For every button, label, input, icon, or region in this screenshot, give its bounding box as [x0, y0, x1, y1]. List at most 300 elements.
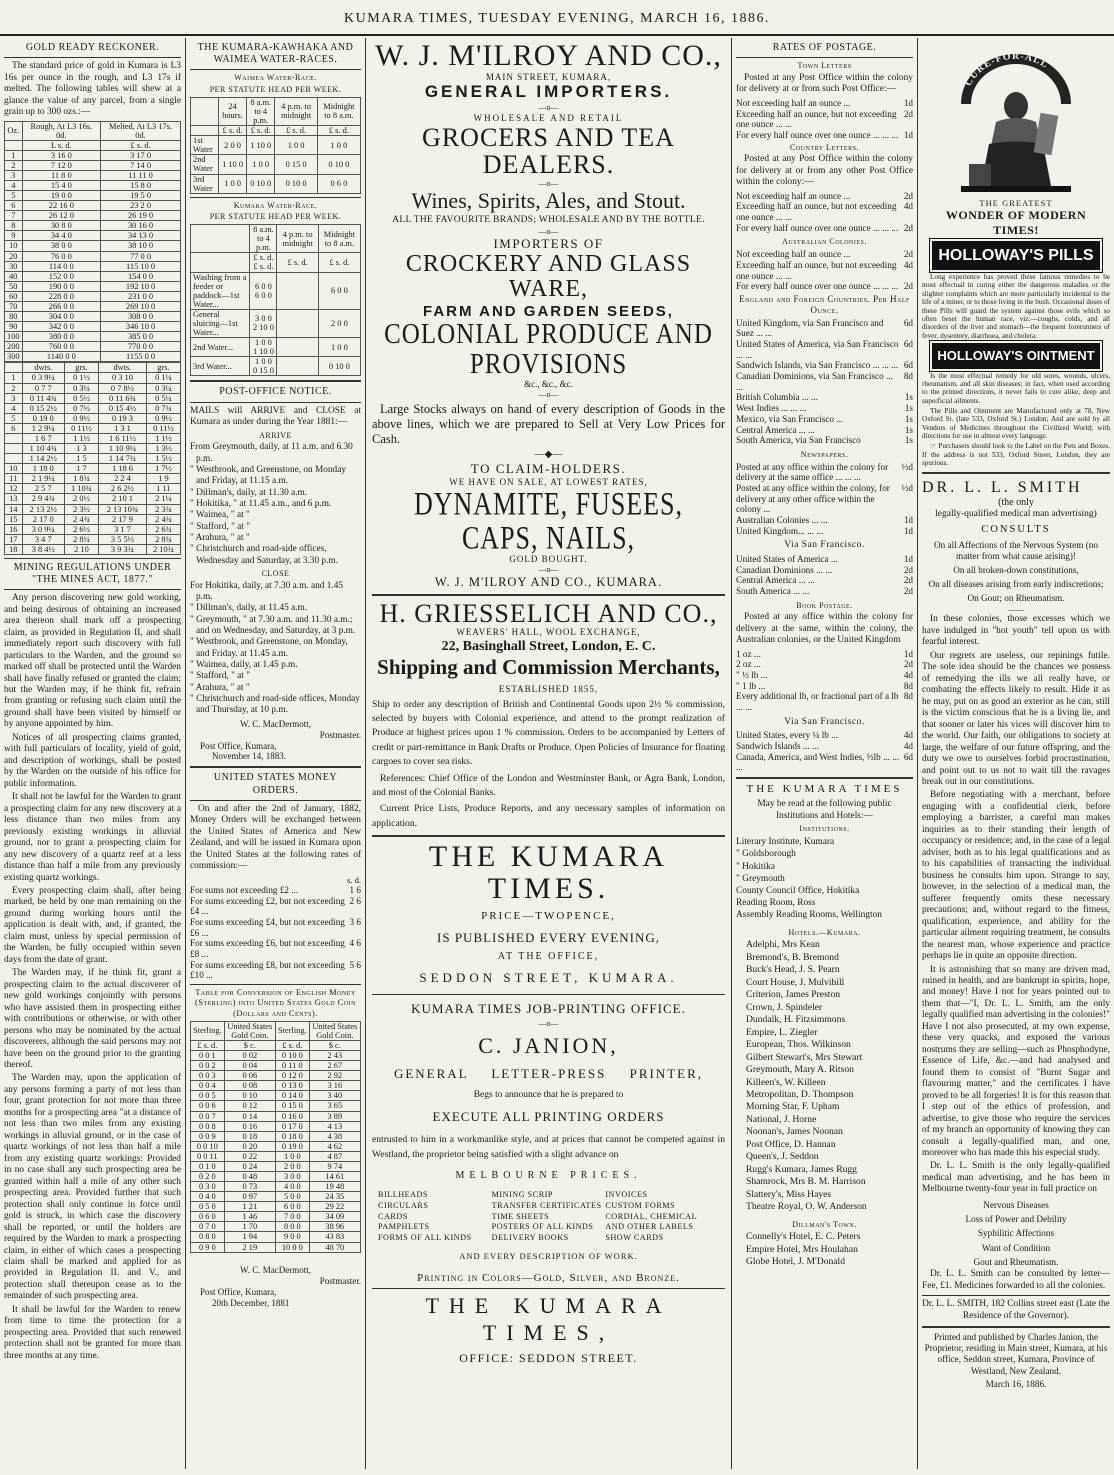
dwt-cell: 2	[5, 383, 23, 393]
gold-cell: 300	[5, 352, 23, 362]
mining-paragraph: Every prospecting claim shall, after being marked, be held by one man remaining on the ground during working hours until the application is dealt with, and, if granted, the claim must, unless by special permission of the Warden, be fully occupied within seven days from the date of grant.	[4, 885, 181, 965]
kumara-header: 4 p.m. to midnight	[277, 225, 318, 253]
mining-paragraph: It shall be lawful for the Warden to renew from time to time the protection for a prospecting area. Provided that such renewed protection shall not be granted for more than three months at any time.	[4, 1304, 181, 1361]
milroy-importers-of: IMPORTERS OF	[493, 236, 604, 252]
milroy-etc: &c., &c., &c.	[524, 379, 573, 390]
dwt-header: dwts.	[99, 363, 147, 373]
news-rate-label: Posted at any office within the colony, for delivery at any other office within the colony ...	[736, 482, 890, 515]
dwt-cell: 2 5 7	[22, 484, 64, 494]
book-rate	[736, 681, 913, 692]
hotel-item: Metropolitan, D. Thompson	[746, 1089, 854, 1101]
gold-reckoner-title: GOLD READY RECKONER.	[25, 42, 160, 53]
conv-cell: 4 0 0	[276, 1182, 310, 1192]
gold-header: Melted, At L3 17s. 0d.	[101, 121, 181, 140]
institution-item: " Hokitika	[736, 861, 775, 872]
dwt-cell: 1 18 6	[99, 464, 147, 474]
vsf-rate-price: 2d	[903, 564, 913, 575]
janion-trade: GENERAL LETTER-PRESS PRINTER,	[393, 1065, 704, 1081]
conv-cell: 0 14	[224, 1111, 275, 1121]
waimea-table	[190, 97, 361, 194]
post-signed: W. C. MacDermott,	[240, 718, 311, 729]
money-rate	[190, 896, 361, 917]
table-row	[5, 484, 181, 494]
news-rate	[736, 462, 913, 483]
gold-cell: 30 8 0	[22, 221, 101, 231]
conv-unit-row	[191, 1040, 361, 1050]
gold-cell: 1140 0 0	[22, 352, 101, 362]
postage-rates-title: RATES OF POSTAGE.	[772, 42, 877, 53]
dwt-cell: 2 4¾	[146, 514, 180, 524]
table-row	[191, 1101, 361, 1111]
janion-item: MINING SCRIP	[491, 1190, 553, 1200]
money-rate-price: 1 6	[349, 885, 361, 895]
kumara-cell: 1 0 0	[318, 338, 360, 357]
gold-cell: 6	[5, 201, 23, 211]
gold-cell: 7 12 0	[22, 160, 101, 170]
janion-item: DELIVERY BOOKS	[491, 1232, 569, 1242]
smith-practice-list	[922, 1198, 1110, 1269]
vsf-rate-label: Canadian Dominions ... ...	[736, 564, 833, 575]
waimea-cell: 3rd Water	[191, 174, 219, 193]
arrive-item: " Stafford, " at "	[190, 521, 251, 532]
janion-item: TRANSFER CERTIFICATES	[491, 1200, 602, 1210]
griesselich-hall: WEAVERS' HALL, WOOL EXCHANGE,	[456, 627, 641, 638]
aus-rate-price: 2d	[903, 249, 913, 260]
table-row	[5, 332, 181, 342]
waimea-header	[191, 97, 219, 125]
hotel-item: National, J. Horne	[746, 1113, 817, 1125]
conv-header: United States Gold Coin.	[224, 1021, 275, 1040]
country-letters-rates	[736, 191, 913, 234]
dwt-cell: 2 6 2½	[99, 484, 147, 494]
conv-cell: 0 0 7	[191, 1111, 225, 1121]
conv-cell: 1 94	[224, 1232, 275, 1242]
close-item: " Greymouth, " at 7.30 a.m. and 11.30 a.m.; and on Wednesday, and Saturday, at 3 p.m.	[190, 614, 356, 636]
gold-cell: 15 4 0	[22, 181, 101, 191]
money-rate-price: 5 6	[349, 959, 361, 970]
town-rate-label: Exceeding half an ounce, but not exceeding one ounce ... ...	[736, 108, 897, 130]
conv-cell: 0 6 0	[191, 1212, 225, 1222]
table-row	[5, 352, 181, 362]
via-sf2-title: Via San Francisco.	[784, 716, 865, 727]
kumara-times-name: THE KUMARA TIMES.	[428, 840, 669, 905]
country-letters-title: Country Letters.	[790, 142, 859, 152]
kumara-cell	[277, 272, 318, 309]
hotel-item: Gilbert Stewart's, Mrs Stewart	[746, 1051, 863, 1063]
kumara-race-title: Kumara Water-Race.	[233, 200, 318, 210]
dwt-cell: 0 11 6¾	[99, 393, 147, 403]
hotel-item: Crown, J. Spindeler	[746, 1001, 823, 1013]
close-list	[190, 581, 361, 717]
gold-unit-row	[5, 140, 181, 150]
gold-cell: 1155 0 0	[101, 352, 181, 362]
institution-item: County Council Office, Hokitika	[736, 885, 860, 896]
table-row	[5, 191, 181, 201]
dwt-cell: 1 14 2½	[22, 454, 64, 464]
table-row	[5, 454, 181, 464]
news-rate-label: United Kingdom... ... ...	[736, 525, 824, 536]
kumara-header: Midnight to 8 a.m.	[318, 225, 360, 253]
arrive-item: " Hokitika, " at 11.45 a.m., and 6 p.m.	[190, 498, 332, 509]
table-row	[191, 1182, 361, 1192]
smith-consults: CONSULTS	[981, 523, 1051, 535]
milroy-stocks: Large Stocks always on hand of every description of Goods in the above lines, which we are prepared to Sell at Very Low Prices for Cash.	[372, 402, 725, 447]
kumara-race-sub: PER STATUTE HEAD PER WEEK.	[209, 212, 342, 222]
column-2	[186, 38, 366, 1469]
country-rate-price: 4d	[903, 201, 913, 212]
country-rate-price: 2d	[903, 222, 913, 233]
via-sf2-rates	[736, 730, 913, 773]
conv-cell: 0 0 5	[191, 1091, 225, 1101]
pills-body: Long experience has proved these famous remedies to be most effectual in curing either the dangerous maladies or the slighter complaints which are more particularly incidental to the life of a miner, or to those living in the bush. Occasional doses of these Pills will guard the system against those evils which so often beset the human race, viz:—coughs, colds, and all disorders of the liver and stomach—the frequent forerunners of fever, dysentery, diarrhoea, and cholera.	[922, 273, 1110, 340]
table-row	[191, 1121, 361, 1131]
close-item: " Arahura, " at "	[190, 682, 250, 693]
dwt-cell: 0 3 9¼	[22, 373, 64, 383]
conv-cell: 10 0 0	[276, 1242, 310, 1252]
news-rate-label: Australian Colonies ... ...	[736, 514, 828, 525]
gold-cell: 770 0 0	[101, 342, 181, 352]
dwt-cell: 0 7 8½	[99, 383, 147, 393]
smith-paragraph: In these colonies, those excesses which we have indulged in "hot youth" tell upon us with fearful interest.	[922, 614, 1110, 648]
kumara-cell	[277, 309, 318, 337]
kumara-times-price: PRICE—TWOPENCE,	[481, 910, 616, 923]
waimea-cell: 0 10 0	[247, 174, 275, 193]
table-row	[5, 160, 181, 170]
vsf-rate-price: 1d	[903, 553, 913, 564]
conv-cell: 0 97	[224, 1192, 275, 1202]
conv-cell: 29 22	[309, 1202, 360, 1212]
conv-cell: 7 0 0	[276, 1212, 310, 1222]
janion-item: CIRCULARS	[378, 1200, 429, 1210]
conv-cell: 3 40	[309, 1091, 360, 1101]
news-rate-price: ½d	[901, 461, 913, 472]
eng-rate	[736, 392, 913, 403]
dwt-cell: 3 8 4½	[22, 544, 64, 554]
column-4	[732, 38, 918, 1469]
conv-cell: 2 43	[309, 1051, 360, 1061]
money-rate-label: For sums exceeding £6, but not exceeding £8 ...	[190, 938, 345, 960]
conv-cell: 0 7 0	[191, 1222, 225, 1232]
eng-rate-price: 1s	[904, 413, 913, 424]
gold-cell: 26 12 0	[22, 211, 101, 221]
table-row	[191, 1051, 361, 1061]
dwt-cell: 1 11	[146, 484, 180, 494]
conv-cell: 0 0 10	[191, 1141, 225, 1151]
hotel-item: Slattery's, Miss Hayes	[746, 1188, 832, 1200]
eng-rate-price: 6d	[903, 360, 913, 371]
conv-cell: 0 10 0	[276, 1051, 310, 1061]
claim-gold: GOLD BOUGHT.	[509, 553, 588, 564]
dwt-cell: 0 11½	[146, 423, 180, 433]
vsf2-rate	[736, 730, 913, 741]
vsf-rate-price: 2d	[903, 585, 913, 596]
conv-cell: 2 92	[309, 1071, 360, 1081]
conv-header: Sterling.	[276, 1021, 310, 1040]
dwt-cell: 1 7	[64, 464, 98, 474]
table-row	[5, 423, 181, 433]
via-sf-rates	[736, 554, 913, 597]
table-row	[191, 357, 361, 376]
claim-sale: WE HAVE ON SALE, AT LOWEST RATES,	[449, 477, 648, 488]
table-row	[5, 251, 181, 261]
mining-paragraph: The Warden may, upon the application of any persons forming a party of not less than four, grant protection for not more than three months for a prospecting area "at a distance of not less than two miles from any existing workings in alluvial ground, or in the case of quartz workings of not less than half a mile from any existing quartz workings: Provided in no case shall any such prospecting area be granted within half a mile of any other such prospecting area. Provided further that such protection shall only continue in force until gold is struck, in which case the discovery shall be reported, or until the holders are required by the Warden to mark a prospecting claim, in either of which cases a prospecting claim shall be marked and applied for as provided in Regulation II. and V., and protection shall thereupon cease as to the remainder of such prospecting area.	[4, 1073, 181, 1302]
dwt-cell	[5, 433, 23, 443]
gold-cell: 228 0 0	[22, 291, 101, 301]
money-rate-label: For sums exceeding £2, but not exceeding £4 ...	[190, 895, 345, 917]
dwt-cell: 1 6 7	[22, 433, 64, 443]
dwt-cell	[5, 454, 23, 464]
janion-execute: EXECUTE ALL PRINTING ORDERS	[432, 1109, 665, 1125]
book-postage-intro: Posted at any office within the colony for delivery at the same, within the colony, the Australian colonies, or the United Kingdom	[736, 612, 913, 646]
conv-cell: 4 13	[309, 1121, 360, 1131]
smith-legal: legally-qualified medical man advertising)	[935, 509, 1097, 520]
griesselich-street: 22, Basinghall Street, London, E. C.	[441, 639, 656, 655]
kumara-cell: 1 0 0 1 10 0	[250, 338, 277, 357]
hotel-item: Buck's Head, J. S. Pearn	[746, 964, 840, 976]
close-item: " Westbrook, and Greenstone, on Monday, and Friday. at 11.45 a.m.	[190, 637, 348, 659]
conv-cell: 0 0 8	[191, 1121, 225, 1131]
conv-cell: 0 0 4	[191, 1081, 225, 1091]
arrive-item: " Westbrook, and Greenstone, on Monday and Friday, at 11.15 a.m.	[190, 464, 346, 487]
conv-cell: 14 61	[309, 1171, 360, 1181]
eng-rate-label: Canadian Dominions, via San Francisco ... ...	[736, 371, 893, 392]
news-rate	[736, 526, 913, 537]
eng-rate-price: 6d	[903, 339, 913, 350]
janion-name: C. JANION,	[478, 1033, 619, 1059]
dwt-cell: 15	[5, 514, 23, 524]
conv-cell: 0 0 2	[191, 1061, 225, 1071]
gold-header: Oz.	[5, 121, 23, 140]
dwt-cell: 4	[5, 403, 23, 413]
dwt-cell: 1 9	[146, 474, 180, 484]
institution-item: Literary Institute, Kumara	[736, 837, 835, 848]
table-row	[191, 1131, 361, 1141]
table-row	[191, 1071, 361, 1081]
griesselich-name: H. GRIESSELICH AND CO.,	[379, 598, 718, 628]
dwt-cell: 1 5½	[146, 454, 180, 464]
dwt-cell: 1 2 9¼	[22, 423, 64, 433]
conv-header: United States Gold Coin.	[309, 1021, 360, 1040]
janion-product-list	[372, 1190, 725, 1243]
conv-cell: 0 15 0	[276, 1101, 310, 1111]
table-row	[5, 444, 181, 454]
waimea-cell: 1 0 0	[317, 136, 360, 155]
eng-rate-label: United States of America, via San Francisco ... ...	[736, 339, 899, 360]
table-row	[191, 1212, 361, 1222]
waimea-header: Midnight to 8 a.m.	[317, 97, 360, 125]
kumara-cell: Washing from a feeder or paddock—1st Water...	[191, 272, 250, 309]
table-row	[5, 342, 181, 352]
eng-rate-price: 6d	[903, 317, 913, 328]
job-printing-title: KUMARA TIMES JOB-PRINTING OFFICE.	[411, 1000, 686, 1016]
money-rate-price: 4 6	[349, 938, 361, 949]
hotel-item: European, Thos. Wilkinson	[746, 1039, 851, 1051]
town-rate-price: 1d	[903, 97, 913, 108]
janion-item: BILLHEADS	[378, 1190, 428, 1200]
vsf-rate-label: South America ... ...	[736, 585, 810, 596]
gold-cell: 1	[5, 150, 23, 160]
table-row	[5, 211, 181, 221]
dwt-cell: 1 3	[64, 444, 98, 454]
gold-cell: 60	[5, 291, 23, 301]
money-rate-label: For sums exceeding £8, but not exceeding £10 ...	[190, 959, 345, 981]
smith-practice-item: Nervous Diseases	[983, 1199, 1049, 1210]
conv-cell: 0 06	[224, 1071, 275, 1081]
dwt-cell: 13	[5, 494, 23, 504]
dwt-cell: 2 6½	[64, 524, 98, 534]
wonder-label: WONDER OF MODERN TIMES!	[945, 208, 1087, 237]
conv-cell: 0 0 9	[191, 1131, 225, 1141]
hotel-item: Greymouth, Mary A. Ritson	[746, 1064, 854, 1076]
hotel-item: Post Office, D. Hannan	[746, 1138, 836, 1150]
conv-cell: 0 13 0	[276, 1081, 310, 1091]
milroy-colonial: COLONIAL PRODUCE AND PROVISIONS	[384, 318, 713, 381]
claim-dynamite: DYNAMITE, FUSEES, CAPS, NAILS,	[413, 486, 684, 557]
dwt-cell: 0 5½	[64, 393, 98, 403]
kumara-unit: £ s. d.	[277, 253, 318, 272]
england-foreign-title: England and Foreign Countries. Per Half Ounce.	[739, 293, 910, 315]
gold-cell: 3 16 0	[22, 150, 101, 160]
smith-practice-item: Loss of Power and Debility	[965, 1214, 1067, 1225]
conv-cell: 19 48	[309, 1182, 360, 1192]
conv-cell: 0 14 0	[276, 1091, 310, 1101]
kt-read-title: THE KUMARA TIMES	[746, 783, 903, 796]
vsf2-rate	[736, 752, 913, 773]
conv-cell: 0 04	[224, 1061, 275, 1071]
hotels-list	[736, 939, 913, 1213]
money-rate	[190, 885, 361, 896]
conv-cell: 0 0 3	[191, 1071, 225, 1081]
table-row	[5, 393, 181, 403]
money-rate-price: 2 6	[349, 895, 361, 906]
hotel-item: Theatre Royal, O. W. Anderson	[746, 1201, 867, 1213]
conv-cell: 34 09	[309, 1212, 360, 1222]
town-rate	[736, 98, 913, 109]
dwt-header: dwts.	[22, 363, 64, 373]
waimea-header: 24 hours.	[219, 97, 247, 125]
conv-cell: 0 12 0	[276, 1071, 310, 1081]
table-row	[191, 272, 361, 309]
money-orders-intro: On and after the 2nd of January, 1882, Money Orders will be exchanged between the United States of America and New Zealand, and will be issued in Kumara upon the United States at the following rates of commission:—	[190, 803, 361, 872]
smith-gout: On Gout; on Rheumatism.	[967, 593, 1065, 604]
conv-cell: 0 17 0	[276, 1121, 310, 1131]
smith-practice-item: Gout and Rheumatism.	[973, 1256, 1059, 1267]
dwt-cell: 2 10	[64, 544, 98, 554]
gold-cell: 385 0 0	[101, 332, 181, 342]
dwt-cell: 12	[5, 484, 23, 494]
money-rate	[190, 917, 361, 938]
table-row	[5, 433, 181, 443]
table-row	[191, 1061, 361, 1071]
town-letters-rates	[736, 98, 913, 141]
conv-cell: 0 8 0	[191, 1232, 225, 1242]
money-commission-list	[190, 885, 361, 981]
table-row	[5, 281, 181, 291]
conv-cell: 5 0 0	[276, 1192, 310, 1202]
table-row	[5, 534, 181, 544]
dwt-cell: 0 3 10	[99, 373, 147, 383]
dwt-cell: 6	[5, 423, 23, 433]
gold-header-row	[5, 121, 181, 140]
waimea-header-row	[191, 97, 361, 125]
gold-cell: 30 16 0	[101, 221, 181, 231]
gold-cell: 80	[5, 312, 23, 322]
money-unit: s. d.	[347, 874, 361, 885]
dwt-cell: 0 19 3	[99, 413, 147, 423]
town-letters-intro: Posted at any Post Office within the colony for delivery at or from such Post Office:—	[736, 72, 913, 95]
dwt-cell: 1 10 4¾	[22, 444, 64, 454]
dillman-title: Dillman's Town.	[792, 1219, 857, 1229]
eng-rate-label: United Kingdom, via San Francisco and Suez ... ...	[736, 317, 884, 339]
vsf-rate	[736, 565, 913, 576]
janion-item: CARDS	[378, 1211, 408, 1221]
dwt-header: grs.	[64, 363, 98, 373]
eng-rate	[736, 360, 913, 371]
gold-cell: 19 5 0	[101, 191, 181, 201]
dwt-header: grs.	[146, 363, 180, 373]
eng-rate-label: Sandwich Islands, via San Francisco ... ... ...	[736, 360, 899, 371]
kumara-header: 8 a.m. to 4 p.m.	[250, 225, 277, 253]
conv-cell: 1 70	[224, 1222, 275, 1232]
gold-cell: 152 0 0	[22, 271, 101, 281]
dwt-cell: 1 3½	[146, 444, 180, 454]
waimea-title: Waimea Water-Race.	[234, 73, 317, 83]
country-rate-price: 2d	[903, 190, 913, 201]
arrive-item: " Christchurch and road-side offices, Wednesday and Saturday, at 3.30 p.m.	[190, 544, 338, 566]
milroy-wholesale: WHOLESALE AND RETAIL	[473, 112, 624, 123]
table-row	[5, 524, 181, 534]
dwt-cell: 2 8¼	[64, 534, 98, 544]
table-row	[5, 504, 181, 514]
conversion-table	[190, 1021, 361, 1253]
conv-cell: 0 11 0	[276, 1061, 310, 1071]
post-date: November 14, 1883.	[212, 751, 286, 762]
waimea-sub: PER STATUTE HEAD PER WEEK.	[209, 85, 342, 95]
gold-unit	[5, 140, 23, 150]
conv-cell: 0 18	[224, 1131, 275, 1141]
news-rate-price: 1d	[903, 525, 913, 536]
conv-cell: 0 3 0	[191, 1182, 225, 1192]
gold-cell: 342 0 0	[22, 322, 101, 332]
eng-rate	[736, 435, 913, 446]
janion-item: CORDIAL, CHEMICAL	[605, 1211, 698, 1221]
table-row	[5, 201, 181, 211]
kumara-unit-row	[191, 253, 361, 272]
janion-begs: Begs to announce that he is prepared to	[473, 1089, 624, 1100]
news-rate	[736, 483, 913, 515]
waimea-unit: £ s. d.	[317, 126, 360, 136]
smith-practice-item: Want of Condition	[981, 1242, 1051, 1253]
conv-cell: 1 21	[224, 1202, 275, 1212]
eng-rate-price: 1s	[904, 392, 913, 403]
country-rate-label: For every half ounce over one ounce ... ... ...	[736, 222, 899, 233]
ointment-body: Is the most effectual remedy for old sores, wounds, ulcers, rheumatism, and all skin diseases; in fact, when used according to the printed directions, it never fails to cure alike, deep and superficial ailments.	[922, 371, 1110, 405]
conv-cell: 0 20	[224, 1141, 275, 1151]
arrive-item: From Greymouth, daily, at 11 a.m. and 6.30 p.m.	[190, 442, 353, 464]
kumara-cell	[277, 357, 318, 376]
gold-cell: 76 0 0	[22, 251, 101, 261]
gold-cell: 4	[5, 181, 23, 191]
table-row	[5, 383, 181, 393]
dwt-cell: 3 1 7	[99, 524, 147, 534]
printed-by: Printed and published by Charles Janion, the Proprietor, residing in Main street, Kumara, at his office, Seddon street, Kumara, Province of Westland, New Zealand.	[924, 1332, 1108, 1376]
smith-practice-item: Syphilitic Affections	[977, 1228, 1055, 1239]
conv-cell: 9 74	[309, 1161, 360, 1171]
dwt-cell: 0 5¼	[146, 393, 180, 403]
griesselich-est: ESTABLISHED 1855,	[498, 683, 599, 694]
book-postage-title: Book Postage.	[796, 600, 853, 610]
dwt-cell: 2 17 0	[22, 514, 64, 524]
